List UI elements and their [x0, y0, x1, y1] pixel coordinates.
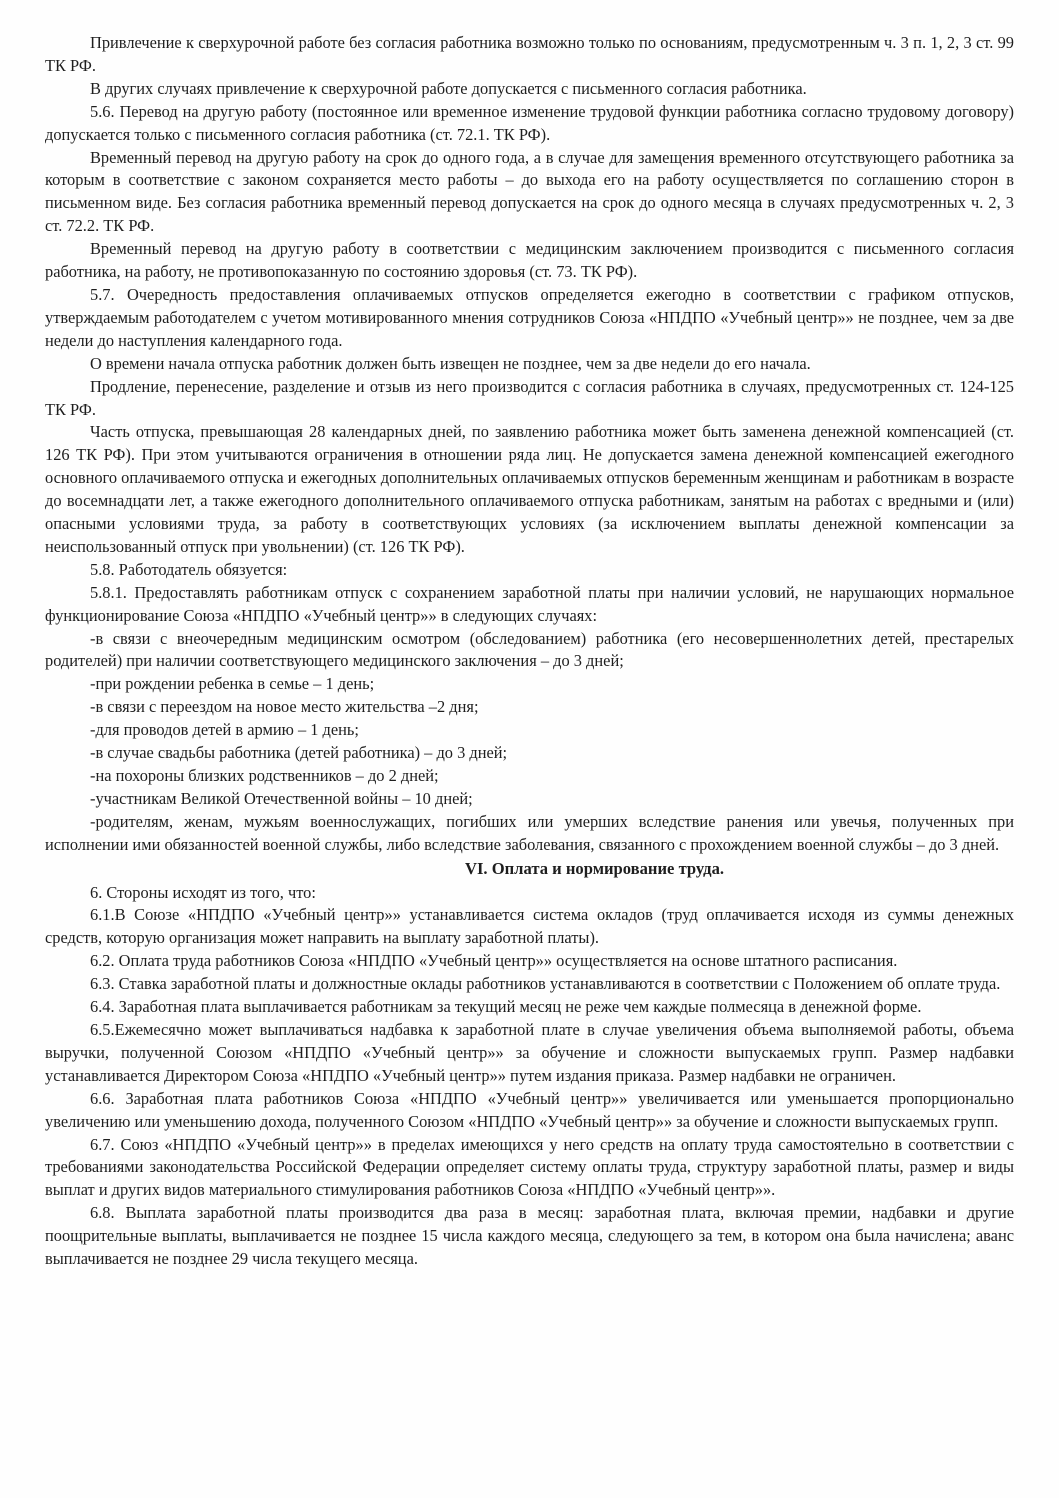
- list-item-relocation: -в связи с переездом на новое место жительства –2 дня;: [90, 697, 479, 717]
- list-item-medical-exam: -в связи с внеочередным медицинским осмотром (обследованием) работника (его несовершеннолетних детей, престарелых родителей) при наличии соответствующего медицинского заключения – до 3 дней;: [45, 628, 1014, 671]
- paragraph-5-6: 5.6. Перевод на другую работу (постоянное или временное изменение трудовой функции работника согласно трудовому договору) допускается только с письменного согласия работника (ст. 72.1. ТК РФ).: [45, 101, 1014, 144]
- paragraph-6-5: 6.5.Ежемесячно может выплачиваться надбавка к заработной плате в случае увеличения объема выполняемой работы, объема выручки, полученной Союзом «НПДПО «Учебный центр»» за обучение и сложности выпускаемых групп. Размер надбавки устанавливается Директором Союза «НПДПО «Учебный центр»» путем издания приказа. Размер надбавки не ограничен.: [45, 1019, 1014, 1085]
- paragraph-medical-transfer: Временный перевод на другую работу в соответствии с медицинским заключением производится с письменного согласия работника, на работу, не противопоказанную по состоянию здоровья (ст. 73. ТК РФ).: [45, 239, 1014, 282]
- section-heading: VI. Оплата и нормирование труда.: [464, 858, 725, 878]
- list-item-military-families: -родителям, женам, мужьям военнослужащих, погибших или умерших вследствие ранения или увечья, полученных при исполнении ими обязанностей военной службы, либо вследствие заболевания, связанного с прохождением военной службы – до 3 дней.: [45, 811, 1014, 854]
- paragraph-5-8-1: 5.8.1. Предоставлять работникам отпуск с сохранением заработной платы при наличии условий, не нарушающих нормальное функционирование Союза «НПДПО «Учебный центр»» в следующих случаях:: [45, 582, 1014, 625]
- paragraph-overtime-consent: Привлечение к сверхурочной работе без согласия работника возможно только по основаниям, предусмотренным ч. 3 п. 1, 2, 3 ст. 99 ТК РФ.: [45, 33, 1014, 75]
- paragraph-6-7: 6.7. Союз «НПДПО «Учебный центр»» в пределах имеющихся у него средств на оплату труда самостоятельно в соответствии с требованиями законодательства Российской Федерации определяет систему оплаты труда, структуру заработной платы, размер и виды выплат и других видов материального стимулирования работников Союза «НПДПО «Учебный центр»».: [45, 1134, 1014, 1200]
- paragraph-6-1: 6.1.В Союзе «НПДПО «Учебный центр»» устанавливается система окладов (труд оплачивается исходя из суммы денежных средств, которую организация может направить на выплату заработной платы).: [45, 905, 1014, 948]
- paragraph-5-7: 5.7. Очередность предоставления оплачиваемых отпусков определяется ежегодно в соответствии с графиком отпусков, утверждаемым работодателем с учетом мотивированного мнения сотрудников Союза «НПДПО «Учебный центр»» не позднее, чем за две недели до наступления календарного года.: [45, 284, 1014, 350]
- paragraph-vacation-compensation: Часть отпуска, превышающая 28 календарных дней, по заявлению работника может быть заменена денежной компенсацией (ст. 126 ТК РФ). При этом учитываются ограничения в отношении ряда лиц. Не допускается замена денежной компенсацией ежегодного основного оплачиваемого отпуска и ежегодных дополнительных оплачиваемых отпусков беременным женщинам и работникам в возрасте до восемнадцати лет, а также ежегодного дополнительного оплачиваемого отпуска работникам, занятым на работах с вредными и (или) опасными условиями труда, за работу в соответствующих условиях (за исключением выплаты денежной компенсации за неиспользованный отпуск при увольнении) (ст. 126 ТК РФ).: [45, 422, 1014, 556]
- paragraph-6-6: 6.6. Заработная плата работников Союза «НПДПО «Учебный центр»» увеличивается или уменьшается пропорционально увеличению или уменьшению дохода, полученного Союзом «НПДПО «Учебный центр»» за обучение и сложности выпускаемых групп.: [45, 1088, 1014, 1131]
- paragraph-vacation-extension: Продление, перенесение, разделение и отзыв из него производится с согласия работника в случаях, предусмотренных ст. 124-125 ТК РФ.: [45, 376, 1014, 419]
- paragraph-6: 6. Стороны исходят из того, что:: [90, 882, 316, 902]
- paragraph-6-8: 6.8. Выплата заработной платы производится два раза в месяц: заработная плата, включая премии, надбавки и другие поощрительные выплаты, выплачивается не позднее 15 числа каждого месяца, следующего за тем, в котором она была начислена; аванс выплачивается не позднее 29 числа текущего месяца.: [45, 1203, 1014, 1269]
- paragraph-6-3: 6.3. Ставка заработной платы и должностные оклады работников устанавливаются в соответствии с Положением об оплате труда.: [90, 974, 1001, 994]
- paragraph-overtime-written: В других случаях привлечение к сверхурочной работе допускается с письменного согласия работника.: [90, 78, 807, 98]
- list-item-wedding: -в случае свадьбы работника (детей работника) – до 3 дней;: [90, 743, 508, 763]
- paragraph-temporary-transfer: Временный перевод на другую работу на срок до одного года, а в случае для замещения временного отсутствующего работника за которым в соответствие с законом сохраняется место работы – до выхода его на работу осуществляется по соглашению сторон в письменном виде. Без согласия работника временный перевод допускается на срок до одного месяца в случаях предусмотренных ч. 2, 3 ст. 72.2. ТК РФ.: [45, 147, 1014, 236]
- paragraph-vacation-notice: О времени начала отпуска работник должен быть извещен не позднее, чем за две недели до его начала.: [90, 353, 811, 373]
- list-item-war-veterans: -участникам Великой Отечественной войны – 10 дней;: [90, 788, 473, 808]
- paragraph-6-2: 6.2. Оплата труда работников Союза «НПДПО «Учебный центр»» осуществляется на основе штатного расписания.: [90, 951, 898, 971]
- paragraph-6-4: 6.4. Заработная плата выплачивается работникам за текущий месяц не реже чем каждые полмесяца в денежной форме.: [90, 997, 922, 1017]
- list-item-child-birth: -при рождении ребенка в семье – 1 день;: [90, 674, 375, 694]
- list-item-funeral: -на похороны близких родственников – до 2 дней;: [90, 766, 439, 785]
- list-item-army-farewell: -для проводов детей в армию – 1 день;: [90, 720, 359, 740]
- paragraph-5-8: 5.8. Работодатель обязуется:: [90, 559, 288, 579]
